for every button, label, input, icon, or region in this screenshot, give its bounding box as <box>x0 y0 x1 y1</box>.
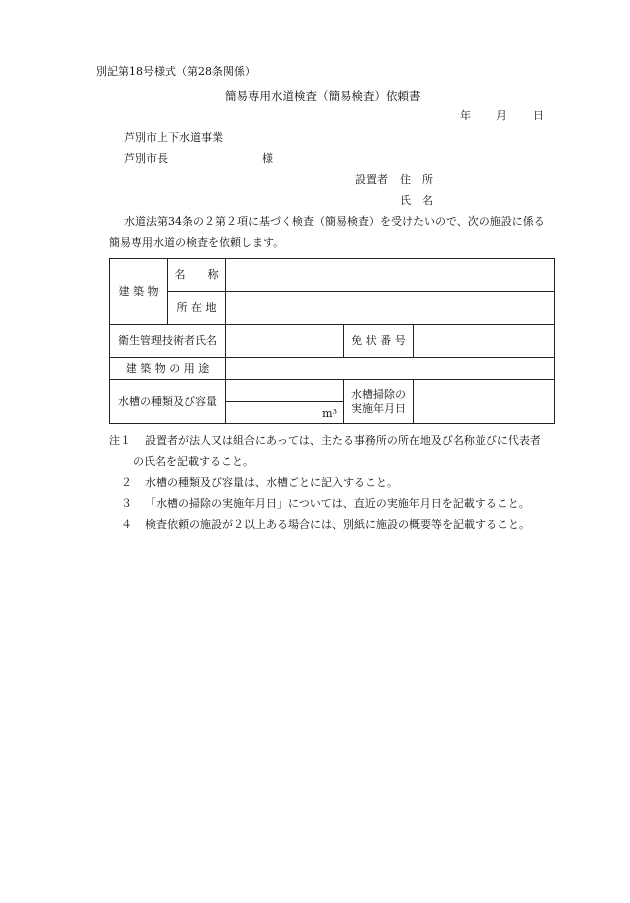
form-id: 別記第18号様式（第28条関係） <box>96 65 256 78</box>
date-day-label: 日 <box>533 109 544 122</box>
tank-cleaning-date-label <box>344 380 414 424</box>
license-number-field[interactable] <box>414 325 555 358</box>
tank-capacity-field[interactable] <box>226 402 344 424</box>
body-text-line1: 水道法第34条の２第２項に基づく検査（簡易検査）を受けたいので、次の施設に係る <box>124 215 545 228</box>
date-month-label: 月 <box>496 109 507 122</box>
body-text-line2: 簡易専用水道の検査を依頼します。 <box>109 236 285 249</box>
applicant-label: 設置者 <box>355 173 388 186</box>
building-usage-field[interactable] <box>226 358 555 380</box>
note-prefix: 注１ <box>109 434 131 447</box>
recipient-mayor: 芦別市長 <box>124 152 168 165</box>
tank-type-field[interactable] <box>226 380 344 402</box>
applicant-address-label: 住 所 <box>400 173 433 186</box>
building-usage-label: 建 築 物 の 用 途 <box>110 358 226 380</box>
building-location-label: 所 在 地 <box>168 292 226 325</box>
application-table <box>109 258 555 424</box>
license-number-label: 免 状 番 号 <box>344 325 414 358</box>
date-year-label: 年 <box>460 109 471 122</box>
note3-number: ３ <box>121 497 132 510</box>
tank-cleaning-label-line2: 実施年月日 <box>351 401 406 415</box>
tank-cleaning-date-field[interactable] <box>414 380 555 424</box>
form-title: 簡易専用水道検査（簡易検査）依頼書 <box>225 89 421 103</box>
note4-text: 検査依頼の施設が２以上ある場合には、別紙に施設の概要等を記載すること。 <box>145 518 530 531</box>
note1-line1: 設置者が法人又は組合にあっては、主たる事務所の所在地及び名称並びに代表者 <box>145 434 541 447</box>
note2-number: ２ <box>121 476 132 489</box>
manager-name-field[interactable] <box>226 325 344 358</box>
note2-text: 水槽の種類及び容量は、水槽ごとに記入すること。 <box>145 476 398 489</box>
note1-line2: の氏名を記載すること。 <box>133 455 254 468</box>
tank-cleaning-label-line1: 水槽掃除の <box>351 387 406 401</box>
recipient-honorific: 様 <box>262 152 273 165</box>
cubic-meter-unit: m³ <box>322 407 337 420</box>
recipient-office: 芦別市上下水道事業 <box>124 131 223 144</box>
building-location-field[interactable] <box>226 292 555 325</box>
note4-number: ４ <box>121 518 132 531</box>
building-name-field[interactable] <box>226 259 555 292</box>
building-label: 建 築 物 <box>110 259 168 325</box>
applicant-name-label: 氏 名 <box>400 194 433 207</box>
manager-name-label: 衛生管理技術者氏名 <box>110 325 226 358</box>
tank-type-capacity-label: 水槽の種類及び容量 <box>110 380 226 424</box>
note3-text: 「水槽の掃除の実施年月日」については、直近の実施年月日を記載すること。 <box>145 497 530 510</box>
building-name-label: 名 称 <box>168 259 226 292</box>
